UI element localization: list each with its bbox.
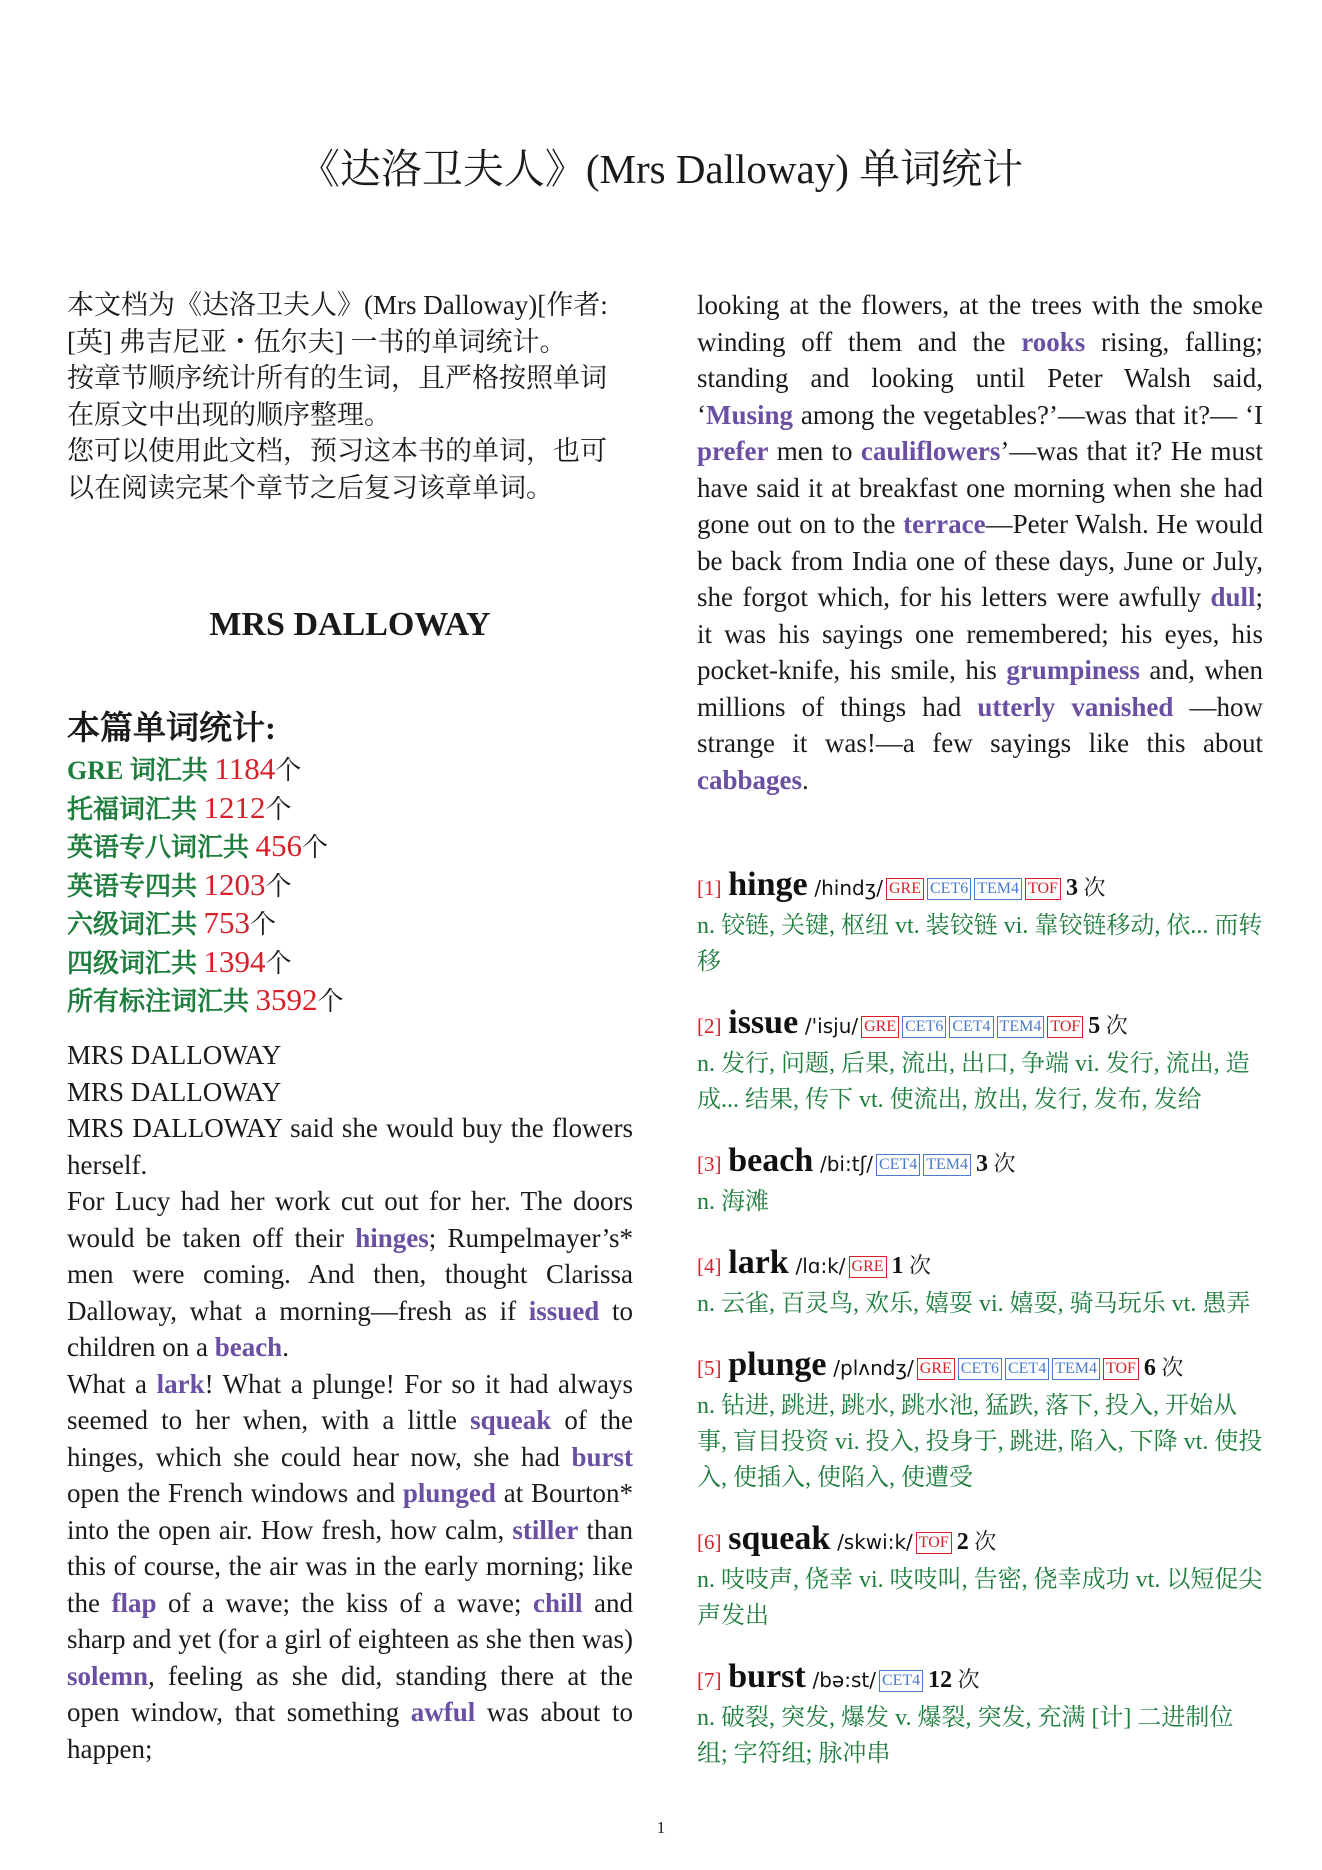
- text-run: [1055, 692, 1071, 722]
- text-run: ; it was his sayings one remembered; his eyes, his pocket-knife, his smile, his: [697, 582, 1263, 685]
- vocab-word: squeak: [728, 1520, 831, 1557]
- tag-badge: GRE: [861, 1016, 899, 1038]
- stat-suffix: 个: [317, 987, 344, 1016]
- text-run: and sharp and yet (for a girl of eighteen as she then was): [67, 1587, 633, 1654]
- vocab-word: issue: [728, 1004, 799, 1041]
- vocab-header: [697, 1345, 1263, 1388]
- text-run: ! What a plunge! For so it had always seemed to her when, with a little: [67, 1368, 633, 1435]
- stat-count: 456: [255, 828, 303, 863]
- vocab-entry: [697, 1657, 1263, 1772]
- vocab-count: 12: [928, 1667, 953, 1693]
- vocab-definition: n. 钻进, 跳进, 跳水, 跳水池, 猛跌, 落下, 投入, 开始从事, 盲目投资 vi. 投入, 投身于, 跳进, 陷入, 下降 vt. 使投入, 使插入, 使陷入, 使遭受: [697, 1393, 1263, 1491]
- vocab-count: 3: [976, 1151, 989, 1177]
- intro-line: 按章节顺序统计所有的生词，且严格按照单词在原文中出现的顺序整理。: [67, 363, 607, 430]
- vocab-word: plunge: [728, 1346, 827, 1383]
- text-run: and, when millions of things had: [697, 655, 1264, 722]
- vocab-number: [4]: [697, 1254, 722, 1278]
- vocab-word: burst: [728, 1658, 806, 1695]
- vocab-entry: [697, 1003, 1263, 1118]
- stat-suffix: 个: [265, 948, 292, 978]
- vocab-phonetic: /lɑ:k/: [795, 1254, 846, 1278]
- stat-label: 英语专八词汇共: [67, 833, 256, 862]
- vocab-count-unit: 次: [968, 1529, 997, 1554]
- text-run: than this of course, the air was in the early morning; like the: [67, 1514, 633, 1618]
- vocab-entry: [697, 865, 1263, 980]
- stat-count: 3592: [255, 982, 318, 1017]
- vocab-header: [697, 1141, 1263, 1184]
- highlighted-word: rooks: [1021, 326, 1086, 357]
- stat-count: 1212: [203, 789, 266, 825]
- tag-badge: TEM4: [923, 1154, 971, 1176]
- vocab-header: [697, 1003, 1263, 1046]
- stat-suffix: 个: [265, 794, 292, 824]
- vocab-entry: [697, 1519, 1263, 1634]
- stat-label: 六级词汇共: [67, 910, 204, 939]
- vocab-number: [6]: [697, 1530, 722, 1554]
- stats-heading: 本篇单词统计:: [67, 711, 276, 747]
- vocab-definition: n. 海滩: [697, 1189, 769, 1215]
- vocab-phonetic: /'isju/: [804, 1014, 859, 1038]
- vocab-count-unit: 次: [1100, 1013, 1128, 1038]
- word-stats: [67, 707, 633, 1021]
- stat-count: 1394: [203, 943, 266, 979]
- tag-badge: CET6: [902, 1016, 946, 1038]
- vocab-count-unit: 次: [903, 1253, 932, 1278]
- vocab-phonetic: /skwi:k/: [837, 1530, 913, 1554]
- vocab-count: 5: [1088, 1013, 1101, 1039]
- tag-badge: GRE: [917, 1358, 955, 1380]
- highlighted-word: stiller: [512, 1514, 579, 1545]
- highlighted-word: cabbages: [697, 764, 803, 795]
- vocab-count-unit: 次: [952, 1667, 980, 1692]
- tag-badge: CET6: [927, 878, 971, 900]
- vocab-count-unit: 次: [988, 1151, 1016, 1176]
- vocab-count: 3: [1065, 875, 1078, 901]
- vocab-header: [697, 1243, 1263, 1286]
- stat-line: [67, 944, 633, 983]
- vocab-word: hinge: [728, 866, 808, 903]
- highlighted-word: awful: [410, 1697, 476, 1727]
- text-run: ; Rumpelmayer’s* men were coming. And then, thought Clarissa Dalloway, what a morning—fresh as if: [67, 1222, 633, 1326]
- highlighted-word: Musing: [706, 399, 794, 430]
- highlighted-word: plunged: [402, 1478, 496, 1508]
- chapter-heading: MRS DALLOWAY: [209, 606, 491, 643]
- stat-line: [67, 867, 633, 906]
- text-run: .: [282, 1332, 289, 1362]
- text-run: What a: [67, 1368, 157, 1399]
- tag-badge: GRE: [849, 1256, 887, 1278]
- highlighted-word: flap: [111, 1587, 157, 1618]
- stat-count: 753: [203, 905, 251, 940]
- passage-paragraph: [67, 1183, 633, 1366]
- stat-label: 英语专四共: [67, 871, 204, 901]
- stat-line: [67, 905, 633, 944]
- intro-block: [67, 287, 633, 506]
- text-run: of a wave; the kiss of a wave;: [156, 1587, 533, 1618]
- vocab-header: [697, 865, 1263, 908]
- passage-line: MRS DALLOWAY: [67, 1076, 282, 1107]
- passage-left: [67, 1037, 633, 1767]
- vocab-word: lark: [728, 1244, 789, 1281]
- text-run: was about to happen;: [67, 1697, 633, 1764]
- vocab-definition: n. 铰链, 关键, 枢纽 vt. 装铰链 vi. 靠铰链移动, 依... 而转移: [697, 913, 1263, 975]
- tag-badge: CET4: [879, 1670, 923, 1692]
- vocab-header: [697, 1657, 1263, 1700]
- vocab-entry: [697, 1345, 1263, 1496]
- stat-count: 1203: [203, 866, 266, 902]
- passage-line: MRS DALLOWAY: [67, 1040, 282, 1070]
- highlighted-word: cauliflowers: [860, 436, 1001, 466]
- vocab-word: beach: [728, 1142, 814, 1179]
- tag-badge: TOF: [1103, 1358, 1139, 1380]
- highlighted-word: utterly: [977, 691, 1056, 722]
- text-run: to children on a: [67, 1295, 633, 1362]
- vocab-count: 6: [1143, 1355, 1156, 1381]
- vocab-definition: n. 发行, 问题, 后果, 流出, 出口, 争端 vi. 发行, 流出, 造成... 结果, 传下 vt. 使流出, 放出, 发行, 发布, 发给: [697, 1051, 1250, 1113]
- stat-line: [67, 790, 633, 829]
- stat-line: [67, 751, 633, 790]
- highlighted-word: prefer: [697, 436, 769, 466]
- text-run: at Bourton* into the open air. How fresh, how calm,: [67, 1478, 633, 1545]
- text-run: looking at the flowers, at the trees with the smoke winding off them and the: [697, 290, 1263, 357]
- vocab-count: 2: [956, 1529, 969, 1555]
- vocab-phonetic: /bi:tʃ/: [820, 1152, 874, 1176]
- highlighted-word: vanished: [1071, 691, 1174, 722]
- stat-label: GRE 词汇共: [67, 756, 215, 785]
- text-run: among the vegetables?’—was that it?— ‘I: [793, 399, 1263, 430]
- vocab-entry: [697, 1243, 1263, 1322]
- passage-paragraph: [697, 287, 1263, 798]
- stat-label: 所有标注词汇共: [67, 987, 256, 1016]
- tag-badge: TOF: [1047, 1016, 1083, 1038]
- text-run: rising, falling; standing and looking until Peter Walsh said, ‘: [697, 326, 1264, 430]
- vocab-entry: [697, 1141, 1263, 1220]
- vocab-count: 1: [891, 1253, 904, 1279]
- vocab-number: [7]: [697, 1668, 722, 1692]
- text-run: —Peter Walsh. He would be back from India one of these days, June or July, she forgot which, for his letters were awfully: [697, 509, 1263, 612]
- passage-paragraph: MRS DALLOWAY said she would buy the flowers herself.: [67, 1113, 633, 1180]
- text-run: .: [802, 764, 809, 795]
- passage-paragraph: [67, 1366, 633, 1768]
- highlighted-word: terrace: [903, 509, 986, 539]
- stat-line: [67, 828, 633, 867]
- highlighted-word: burst: [571, 1441, 633, 1472]
- left-column: [67, 287, 633, 1764]
- stat-count: 1184: [214, 751, 276, 786]
- tag-badge: CET6: [958, 1358, 1002, 1380]
- vocab-phonetic: /hindʒ/: [814, 876, 883, 900]
- highlighted-word: solemn: [67, 1660, 148, 1691]
- text-run: open the French windows and: [67, 1478, 403, 1508]
- vocab-number: [3]: [697, 1152, 722, 1176]
- highlighted-word: grumpiness: [1006, 655, 1140, 685]
- intro-line: 您可以使用此文档，预习这本书的单词，也可以在阅读完某个章节之后复习该章单词。: [67, 436, 607, 503]
- text-run: —how strange it was!—a few sayings like this about: [697, 691, 1264, 758]
- vocab-number: [1]: [697, 876, 722, 900]
- highlighted-word: dull: [1210, 582, 1256, 612]
- text-run: ’—was that it? He must have said it at breakfast one morning when she had gone out on to the: [697, 436, 1263, 539]
- vocab-number: [5]: [697, 1356, 722, 1380]
- stat-line: [67, 982, 633, 1021]
- tag-badge: GRE: [886, 878, 924, 900]
- tag-badge: TEM4: [974, 878, 1022, 900]
- highlighted-word: lark: [156, 1368, 205, 1399]
- vocab-count-unit: 次: [1077, 875, 1106, 900]
- tag-badge: TEM4: [1052, 1358, 1100, 1380]
- page-number: 1: [656, 1818, 666, 1837]
- stat-suffix: 个: [275, 756, 302, 785]
- vocab-definition: n. 吱吱声, 侥幸 vi. 吱吱叫, 告密, 侥幸成功 vt. 以短促尖声发出: [697, 1567, 1263, 1629]
- page-title: 《达洛卫夫人》(Mrs Dalloway) 单词统计: [298, 146, 1024, 192]
- vocab-header: [697, 1519, 1263, 1562]
- tag-badge: TEM4: [997, 1016, 1045, 1038]
- tag-badge: TOF: [916, 1532, 952, 1554]
- vocab-number: [2]: [697, 1014, 722, 1038]
- stat-label: 四级词汇共: [67, 948, 204, 978]
- highlighted-word: hinges: [355, 1222, 429, 1253]
- highlighted-word: chill: [532, 1587, 583, 1618]
- tag-badge: CET4: [1005, 1358, 1049, 1380]
- intro-line: 本文档为《达洛卫夫人》(Mrs Dalloway)[作者: [英] 弗吉尼亚・伍尔夫] 一书的单词统计。: [67, 290, 608, 357]
- text-run: men to: [768, 436, 861, 466]
- tag-badge: CET4: [949, 1016, 993, 1038]
- right-column: [697, 287, 1264, 1767]
- vocab-phonetic: /plʌndʒ/: [833, 1356, 914, 1380]
- vocab-definition: n. 云雀, 百灵鸟, 欢乐, 嬉耍 vi. 嬉耍, 骑马玩乐 vt. 愚弄: [697, 1291, 1251, 1317]
- highlighted-word: beach: [214, 1332, 283, 1362]
- stat-suffix: 个: [250, 910, 277, 939]
- text-run: of the hinges, which she could hear now, she had: [67, 1405, 633, 1472]
- vocab-count-unit: 次: [1155, 1355, 1184, 1380]
- highlighted-word: squeak: [470, 1405, 552, 1435]
- stat-label: 托福词汇共: [67, 794, 204, 824]
- passage-right: [697, 287, 1263, 798]
- vocab-phonetic: /bə:st/: [812, 1668, 876, 1692]
- stat-suffix: 个: [302, 833, 329, 862]
- vocab-definition: n. 破裂, 突发, 爆发 v. 爆裂, 突发, 充满 [计] 二进制位组; 字符组; 脉冲串: [697, 1705, 1234, 1767]
- tag-badge: TOF: [1025, 878, 1061, 900]
- text-run: , feeling as she did, standing there at the open window, that something: [67, 1660, 633, 1727]
- text-run: For Lucy had her work cut out for her. The doors would be taken off their: [67, 1186, 633, 1253]
- highlighted-word: issued: [528, 1295, 600, 1326]
- stat-suffix: 个: [265, 871, 292, 901]
- tag-badge: CET4: [876, 1154, 920, 1176]
